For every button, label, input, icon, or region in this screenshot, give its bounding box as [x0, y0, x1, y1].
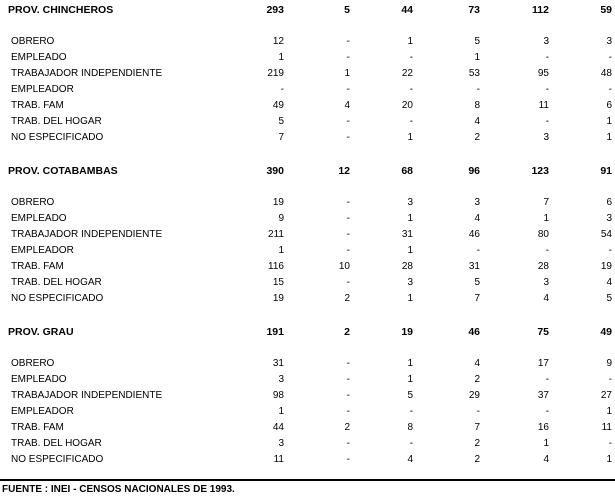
value-col-2: 10 — [338, 261, 350, 272]
province-total-col-3: 68 — [401, 165, 413, 177]
value-col-3: 1 — [407, 132, 413, 143]
value-col-4: 7 — [474, 422, 480, 433]
value-col-5: 80 — [537, 229, 549, 240]
value-col-2: - — [346, 438, 350, 449]
province-total-col-5: 112 — [532, 4, 549, 16]
province-total-col-6: 91 — [600, 165, 612, 177]
category-label: TRAB. DEL HOGAR — [11, 277, 102, 288]
value-col-1: 19 — [272, 293, 284, 304]
category-label: OBRERO — [11, 358, 55, 369]
value-col-1: 3 — [278, 374, 284, 385]
category-label: EMPLEADO — [11, 213, 67, 224]
value-col-2: 2 — [344, 422, 350, 433]
value-col-3: 1 — [407, 293, 413, 304]
value-col-3: 1 — [407, 374, 413, 385]
category-label: OBRERO — [11, 36, 55, 47]
category-label: TRAB. FAM — [11, 422, 64, 433]
value-col-6: - — [608, 245, 612, 256]
value-col-6: - — [608, 438, 612, 449]
value-col-6: - — [608, 84, 612, 95]
table-row — [0, 82, 615, 98]
category-label: TRABAJADOR INDEPENDIENTE — [11, 68, 163, 79]
value-col-3: 1 — [407, 36, 413, 47]
value-col-2: - — [346, 390, 350, 401]
value-col-4: 2 — [474, 132, 480, 143]
value-col-1: 98 — [272, 390, 284, 401]
value-col-5: 95 — [537, 68, 549, 79]
value-col-1: 15 — [272, 277, 284, 288]
value-col-2: - — [346, 358, 350, 369]
footer-divider — [0, 479, 615, 481]
value-col-5: - — [545, 52, 549, 63]
value-col-1: 1 — [278, 245, 284, 256]
category-label: EMPLEADOR — [11, 84, 74, 95]
category-label: TRAB. DEL HOGAR — [11, 116, 102, 127]
province-total-col-1: 293 — [266, 4, 284, 16]
value-col-5: 3 — [543, 132, 549, 143]
value-col-5: - — [545, 406, 549, 417]
value-col-1: 31 — [272, 358, 284, 369]
value-col-1: 12 — [272, 36, 284, 47]
value-col-1: 1 — [278, 406, 284, 417]
category-label: TRABAJADOR INDEPENDIENTE — [11, 390, 163, 401]
value-col-6: 3 — [606, 213, 612, 224]
value-col-2: 4 — [344, 100, 350, 111]
value-col-3: 3 — [407, 277, 413, 288]
table-row — [0, 259, 615, 275]
province-header-row — [0, 324, 615, 340]
table-row — [0, 211, 615, 227]
category-label: NO ESPECIFICADO — [11, 293, 104, 304]
value-col-1: 11 — [273, 454, 284, 465]
value-col-4: 5 — [474, 36, 480, 47]
value-col-1: 7 — [278, 132, 284, 143]
value-col-4: 4 — [474, 358, 480, 369]
value-col-5: 37 — [537, 390, 549, 401]
value-col-1: 5 — [278, 116, 284, 127]
category-label: NO ESPECIFICADO — [11, 132, 104, 143]
category-label: EMPLEADO — [11, 52, 67, 63]
value-col-1: 9 — [278, 213, 284, 224]
value-col-3: 8 — [407, 422, 413, 433]
table-row — [0, 356, 615, 372]
value-col-3: 1 — [407, 358, 413, 369]
value-col-5: - — [545, 374, 549, 385]
value-col-6: 5 — [606, 293, 612, 304]
table-row — [0, 195, 615, 211]
value-col-2: - — [346, 277, 350, 288]
table-row — [0, 243, 615, 259]
value-col-6: - — [608, 374, 612, 385]
category-label: NO ESPECIFICADO — [11, 454, 104, 465]
value-col-2: - — [346, 245, 350, 256]
province-total-col-6: 49 — [600, 326, 612, 338]
value-col-2: - — [346, 132, 350, 143]
value-col-2: - — [346, 197, 350, 208]
value-col-4: 2 — [474, 438, 480, 449]
value-col-1: 49 — [272, 100, 284, 111]
value-col-2: - — [346, 116, 350, 127]
value-col-5: 16 — [537, 422, 549, 433]
value-col-5: 1 — [543, 213, 549, 224]
value-col-6: 19 — [600, 261, 612, 272]
value-col-4: - — [476, 245, 480, 256]
value-col-3: - — [409, 406, 413, 417]
value-col-6: 27 — [600, 390, 612, 401]
province-total-col-6: 59 — [600, 4, 612, 16]
value-col-1: 211 — [268, 229, 284, 240]
value-col-4: 29 — [468, 390, 480, 401]
province-total-col-5: 123 — [531, 165, 549, 177]
value-col-2: - — [346, 454, 350, 465]
value-col-3: 5 — [407, 390, 413, 401]
table-row — [0, 372, 615, 388]
value-col-1: 1 — [278, 52, 284, 63]
value-col-2: - — [346, 406, 350, 417]
table-row — [0, 227, 615, 243]
category-label: TRABAJADOR INDEPENDIENTE — [11, 229, 163, 240]
value-col-3: 1 — [407, 213, 413, 224]
value-col-4: 46 — [468, 229, 480, 240]
value-col-6: 9 — [606, 358, 612, 369]
value-col-1: 219 — [267, 68, 284, 79]
value-col-4: 1 — [474, 52, 480, 63]
province-total-col-2: 5 — [344, 4, 350, 16]
value-col-4: 5 — [474, 277, 480, 288]
table-row — [0, 452, 615, 468]
value-col-3: 28 — [401, 261, 413, 272]
value-col-6: 1 — [606, 406, 612, 417]
value-col-5: 3 — [543, 277, 549, 288]
value-col-3: 22 — [401, 68, 413, 79]
province-total-col-1: 390 — [266, 165, 284, 177]
table-row — [0, 34, 615, 50]
province-total-col-4: 73 — [468, 4, 480, 16]
province-total-col-4: 46 — [468, 326, 480, 338]
value-col-2: 2 — [344, 293, 350, 304]
table-row — [0, 50, 615, 66]
value-col-5: 28 — [537, 261, 549, 272]
value-col-4: 8 — [474, 100, 480, 111]
value-col-4: 4 — [474, 116, 480, 127]
value-col-5: - — [545, 84, 549, 95]
table-row — [0, 436, 615, 452]
value-col-4: 2 — [474, 454, 480, 465]
value-col-4: - — [476, 406, 480, 417]
value-col-5: 17 — [537, 358, 549, 369]
value-col-6: 6 — [606, 197, 612, 208]
value-col-3: - — [409, 438, 413, 449]
province-name: PROV. CHINCHEROS — [8, 4, 114, 16]
province-total-col-2: 2 — [344, 326, 350, 338]
value-col-6: 1 — [606, 454, 612, 465]
value-col-4: - — [476, 84, 480, 95]
category-label: OBRERO — [11, 197, 55, 208]
value-col-3: - — [409, 116, 413, 127]
value-col-1: 116 — [268, 261, 284, 272]
table-row — [0, 98, 615, 114]
value-col-5: 7 — [543, 197, 549, 208]
value-col-2: - — [346, 213, 350, 224]
province-header-row — [0, 163, 615, 179]
value-col-2: - — [346, 229, 350, 240]
value-col-6: 6 — [606, 100, 612, 111]
value-col-6: 1 — [606, 116, 612, 127]
source-footnote: FUENTE : INEI - CENSOS NACIONALES DE 1993. — [2, 484, 235, 495]
value-col-6: 48 — [600, 68, 612, 79]
category-label: EMPLEADOR — [11, 245, 74, 256]
value-col-2: - — [346, 84, 350, 95]
category-label: EMPLEADOR — [11, 406, 74, 417]
table-row — [0, 66, 615, 82]
value-col-6: 3 — [606, 36, 612, 47]
value-col-4: 7 — [474, 293, 480, 304]
value-col-3: 20 — [401, 100, 413, 111]
category-label: TRAB. DEL HOGAR — [11, 438, 102, 449]
value-col-2: 1 — [344, 68, 350, 79]
value-col-6: 54 — [600, 229, 612, 240]
value-col-6: 4 — [606, 277, 612, 288]
value-col-3: - — [409, 84, 413, 95]
value-col-4: 2 — [474, 374, 480, 385]
value-col-6: - — [608, 52, 612, 63]
value-col-3: 31 — [401, 229, 413, 240]
value-col-5: 3 — [543, 36, 549, 47]
value-col-6: 11 — [601, 422, 612, 433]
province-name: PROV. GRAU — [8, 326, 74, 338]
table-row — [0, 420, 615, 436]
value-col-5: 4 — [543, 454, 549, 465]
province-total-col-4: 96 — [468, 165, 480, 177]
value-col-5: - — [545, 116, 549, 127]
value-col-1: 44 — [272, 422, 284, 433]
province-total-col-3: 44 — [401, 4, 413, 16]
value-col-2: - — [346, 374, 350, 385]
province-total-col-2: 12 — [338, 165, 350, 177]
value-col-1: 3 — [278, 438, 284, 449]
value-col-1: - — [280, 84, 284, 95]
value-col-3: 3 — [407, 197, 413, 208]
province-header-row — [0, 2, 615, 18]
value-col-2: - — [346, 52, 350, 63]
value-col-6: 1 — [606, 132, 612, 143]
value-col-3: - — [409, 52, 413, 63]
table-row — [0, 404, 615, 420]
value-col-5: 11 — [538, 100, 549, 111]
value-col-5: 4 — [543, 293, 549, 304]
table-row — [0, 114, 615, 130]
value-col-3: 1 — [407, 245, 413, 256]
value-col-4: 31 — [468, 261, 480, 272]
category-label: TRAB. FAM — [11, 100, 64, 111]
value-col-4: 4 — [474, 213, 480, 224]
province-total-col-1: 191 — [266, 326, 284, 338]
value-col-4: 3 — [474, 197, 480, 208]
value-col-3: 4 — [407, 454, 413, 465]
category-label: TRAB. FAM — [11, 261, 64, 272]
table-row — [0, 130, 615, 146]
province-total-col-5: 75 — [537, 326, 549, 338]
value-col-4: 53 — [468, 68, 480, 79]
table-row — [0, 291, 615, 307]
value-col-1: 19 — [272, 197, 284, 208]
province-total-col-3: 19 — [401, 326, 413, 338]
province-name: PROV. COTABAMBAS — [8, 165, 118, 177]
category-label: EMPLEADO — [11, 374, 67, 385]
value-col-2: - — [346, 36, 350, 47]
table-row — [0, 388, 615, 404]
value-col-5: - — [545, 245, 549, 256]
table-row — [0, 275, 615, 291]
value-col-5: 1 — [543, 438, 549, 449]
